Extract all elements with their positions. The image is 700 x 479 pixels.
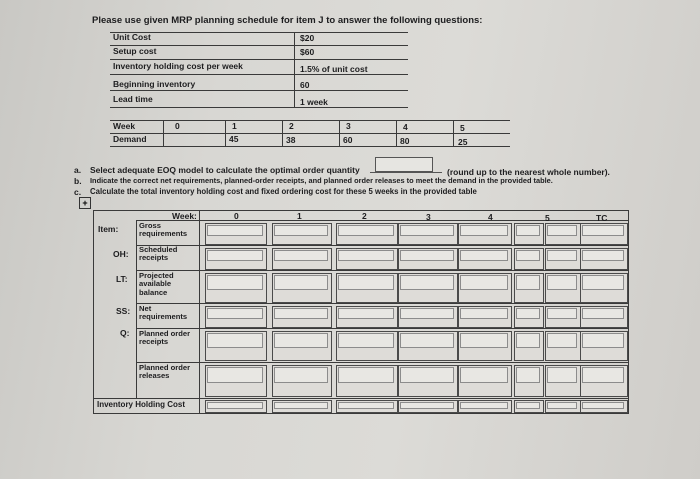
param-value: 1 week (300, 97, 328, 107)
week-number: 1 (232, 121, 237, 131)
question-a-marker: a. (74, 165, 82, 175)
mrp-cell-inner (400, 333, 454, 348)
mrp-cell-inner (274, 275, 328, 290)
week-number: 0 (175, 121, 180, 131)
mrp-cell-inner (516, 402, 540, 409)
demand-value: 38 (286, 135, 296, 145)
mrp-cell-inner (582, 402, 624, 409)
mrp-cell-inner (516, 333, 540, 348)
mrp-cell-inner (516, 225, 540, 236)
mrp-cell-inner (547, 402, 577, 409)
mrp-cell-inner (460, 225, 508, 236)
q-label: Q: (120, 328, 130, 338)
row-label-planned-order-releases: Planned order releases (139, 363, 191, 381)
mrp-cell-inner (582, 367, 624, 383)
mrp-week-number: 3 (426, 212, 431, 222)
mrp-cell-inner (338, 308, 394, 319)
param-value: $60 (300, 47, 315, 57)
mrp-cell-inner (547, 275, 577, 290)
mrp-cell-inner (400, 225, 454, 236)
mrp-week-number: 4 (488, 212, 493, 222)
mrp-cell-inner (338, 402, 394, 409)
mrp-cell-inner (582, 308, 624, 319)
mrp-cell-inner (547, 367, 577, 383)
mrp-cell-inner (338, 250, 394, 261)
demand-label: Demand (113, 134, 147, 144)
mrp-cell-inner (582, 250, 624, 261)
mrp-week-number: 1 (297, 211, 302, 221)
mrp-cell-inner (547, 308, 577, 319)
mrp-cell-inner (274, 308, 328, 319)
week-number: 2 (289, 121, 294, 131)
week-number: 5 (460, 123, 465, 133)
mrp-cell-inner (400, 367, 454, 383)
mrp-cell-inner (400, 402, 454, 409)
mrp-cell-inner (207, 308, 263, 319)
mrp-week-number: 5 (545, 213, 550, 223)
param-label: Inventory holding cost per week (113, 61, 243, 71)
mrp-week-number: 0 (234, 211, 239, 221)
question-a-hint: (round up to the nearest whole number). (447, 167, 610, 177)
mrp-cell-inner (274, 225, 328, 236)
mrp-cell-inner (460, 333, 508, 348)
tc-label: TC (596, 213, 608, 223)
mrp-cell-inner (516, 250, 540, 261)
demand-value: 80 (400, 136, 410, 146)
mrp-week-number: 2 (362, 211, 367, 221)
question-c-marker: c. (74, 187, 82, 197)
mrp-cell-inner (547, 225, 577, 236)
question-b-marker: b. (74, 176, 82, 186)
holding-cost-label: Inventory Holding Cost (97, 400, 185, 409)
row-label-projected-available-balance: Projected available balance (139, 271, 174, 297)
demand-value: 45 (229, 134, 239, 144)
mrp-cell-inner (207, 275, 263, 290)
week-number: 4 (403, 122, 408, 132)
mrp-week-header: Week: (172, 211, 197, 221)
mrp-cell-inner (400, 275, 454, 290)
mrp-cell-inner (547, 333, 577, 348)
mrp-cell-inner (400, 250, 454, 261)
mrp-cell-inner (207, 225, 263, 236)
instructions-text: Please use given MRP planning schedule for item J to answer the following questions: (92, 15, 483, 26)
param-value: 60 (300, 80, 310, 90)
ss-label: SS: (116, 306, 131, 316)
mrp-cell-inner (582, 275, 624, 290)
week-label: Week (113, 121, 136, 131)
lt-label: LT: (116, 274, 128, 284)
mrp-cell-inner (274, 402, 328, 409)
param-value: 1.5% of unit cost (300, 64, 368, 74)
mrp-cell-inner (460, 367, 508, 383)
week-number: 3 (346, 121, 351, 131)
mrp-cell-inner (547, 250, 577, 261)
mrp-cell-inner (274, 367, 328, 383)
mrp-cell-inner (516, 308, 540, 319)
demand-value: 60 (343, 135, 353, 145)
mrp-cell-inner (460, 402, 508, 409)
demand-value: 25 (458, 137, 468, 147)
mrp-cell-inner (338, 367, 394, 383)
mrp-cell-inner (516, 275, 540, 290)
mrp-cell-inner (582, 225, 624, 236)
item-label: Item: (98, 224, 119, 234)
mrp-cell-inner (207, 367, 263, 383)
add-icon[interactable]: + (79, 197, 91, 209)
row-label-scheduled-receipts: Scheduled receipts (139, 245, 178, 263)
mrp-cell-inner (207, 250, 263, 261)
mrp-cell-inner (207, 333, 263, 348)
param-label: Unit Cost (113, 32, 151, 42)
row-label-gross-requirements: Gross requirements (139, 221, 188, 239)
oh-label: OH: (113, 249, 129, 259)
question-a-text: Select adequate EOQ model to calculate the optimal order quantity (90, 165, 360, 175)
mrp-cell-inner (274, 333, 328, 348)
mrp-cell-inner (338, 275, 394, 290)
mrp-cell-inner (400, 308, 454, 319)
row-label-planned-order-receipts: Planned order receipts (139, 329, 191, 347)
question-c-text: Calculate the total inventory holding cost and fixed ordering cost for these 5 weeks in the provided table (90, 187, 477, 196)
param-value: $20 (300, 33, 315, 43)
param-label: Lead time (113, 94, 153, 104)
mrp-cell-inner (460, 275, 508, 290)
mrp-cell-inner (460, 308, 508, 319)
question-b-text: Indicate the correct net requirements, planned-order receipts, and planned order releases to meet the demand in the provided table. (90, 176, 553, 185)
mrp-cell-inner (207, 402, 263, 409)
eoq-answer-input[interactable] (375, 157, 433, 172)
mrp-cell-inner (338, 333, 394, 348)
row-label-net-requirements: Net requirements (139, 304, 188, 322)
param-label: Beginning inventory (113, 79, 196, 89)
mrp-cell-inner (516, 367, 540, 383)
mrp-cell-inner (274, 250, 328, 261)
mrp-cell-inner (460, 250, 508, 261)
mrp-cell-inner (582, 333, 624, 348)
param-label: Setup cost (113, 46, 157, 56)
mrp-cell-inner (338, 225, 394, 236)
